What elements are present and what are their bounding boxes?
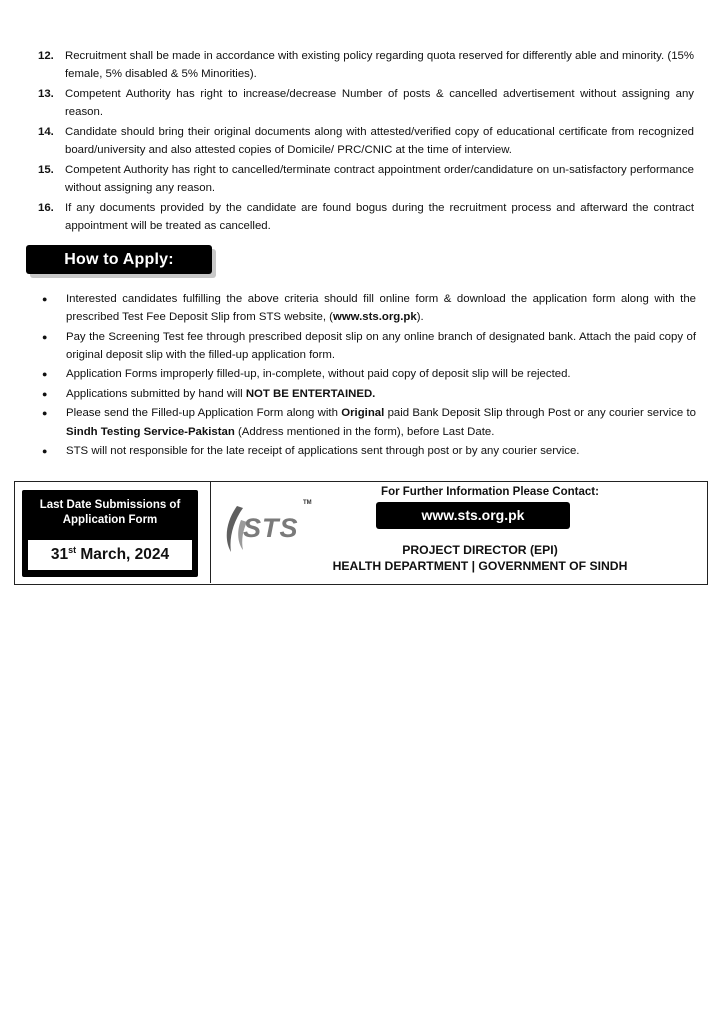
director-info — [315, 543, 645, 574]
director-title: PROJECT DIRECTOR (EPI) — [402, 543, 558, 557]
bullet-icon: ● — [42, 294, 48, 304]
term-item — [38, 161, 694, 197]
term-item — [38, 123, 694, 159]
instruction-item: ● Pay the Screening Test fee through prescribed deposit slip on any online branch of designated bank. Attach the paid copy of original deposit slip with the filled-up application form. — [42, 328, 696, 364]
instruction-item: ● Please send the Filled-up Application Form along with Original paid Bank Deposit Slip through Post or any courier service to Sindh Testing Service-Pakistan (Address mentioned in the form), before Last Date. — [42, 404, 696, 440]
apply-instructions-list — [42, 290, 696, 462]
term-text: Candidate should bring their original documents along with attested/verified copy of educational certificate from recognized board/university and also attested copies of Domicile/ PRC/CNIC at the time of interview. — [65, 126, 694, 157]
instruction-item: ● Applications submitted by hand will NOT BE ENTERTAINED. — [42, 385, 696, 403]
sts-website-link[interactable]: www.sts.org.pk — [332, 311, 417, 324]
bullet-icon: ● — [42, 408, 48, 419]
how-to-apply-label: How to Apply: — [26, 245, 212, 274]
sts-swoosh-logo — [217, 490, 317, 560]
term-item — [38, 199, 694, 235]
term-number: 16. — [38, 202, 54, 214]
last-date-title: Last Date Submissions of Application Form — [39, 499, 181, 526]
how-to-apply-heading — [26, 245, 216, 278]
logo-tm: TM — [303, 500, 312, 506]
term-number: 14. — [38, 126, 54, 138]
term-item — [38, 85, 694, 121]
term-number: 13. — [38, 88, 54, 100]
bullet-icon: ● — [42, 369, 48, 380]
bullet-icon: ● — [42, 388, 48, 399]
contact-info-box — [14, 481, 708, 585]
last-date-value: 31st March, 2024 — [28, 540, 192, 570]
term-text: Competent Authority has right to cancelled/terminate contract appointment order/candidature on un-satisfactory performance without assigning any reason. — [65, 164, 694, 195]
last-date-panel — [22, 490, 198, 577]
term-number: 15. — [38, 164, 54, 176]
bullet-icon: ● — [42, 331, 48, 342]
vertical-divider — [210, 482, 211, 583]
instruction-item: ● Application Forms improperly filled-up, in-complete, without paid copy of deposit slip will be rejected. — [42, 365, 696, 383]
terms-list — [38, 47, 694, 237]
term-text: Competent Authority has right to increase/decrease Number of posts & cancelled advertisement without assigning any reason. — [65, 88, 694, 119]
logo-text: STS — [243, 513, 299, 543]
contact-heading: For Further Information Please Contact: — [381, 486, 599, 498]
term-item — [38, 47, 694, 83]
term-number: 12. — [38, 50, 54, 62]
instruction-item: ● STS will not responsible for the late receipt of applications sent through post or by any courier service. — [42, 442, 696, 460]
bullet-icon: ● — [42, 446, 48, 457]
instruction-item: ● Interested candidates fulfilling the above criteria should fill online form & download the application form along with the prescribed Test Fee Deposit Slip from STS website, (www.sts.org.pk). — [42, 290, 696, 326]
website-link[interactable]: www.sts.org.pk — [376, 502, 570, 529]
term-text: If any documents provided by the candidate are found bogus during the recruitment process and afterward the contract appointment will be treated as cancelled. — [65, 202, 694, 233]
department-name: HEALTH DEPARTMENT | GOVERNMENT OF SINDH — [332, 558, 628, 573]
term-text: Recruitment shall be made in accordance with existing policy regarding quota reserved for differently able and minority. (15% female, 5% disabled & 5% Minorities). — [65, 50, 694, 81]
